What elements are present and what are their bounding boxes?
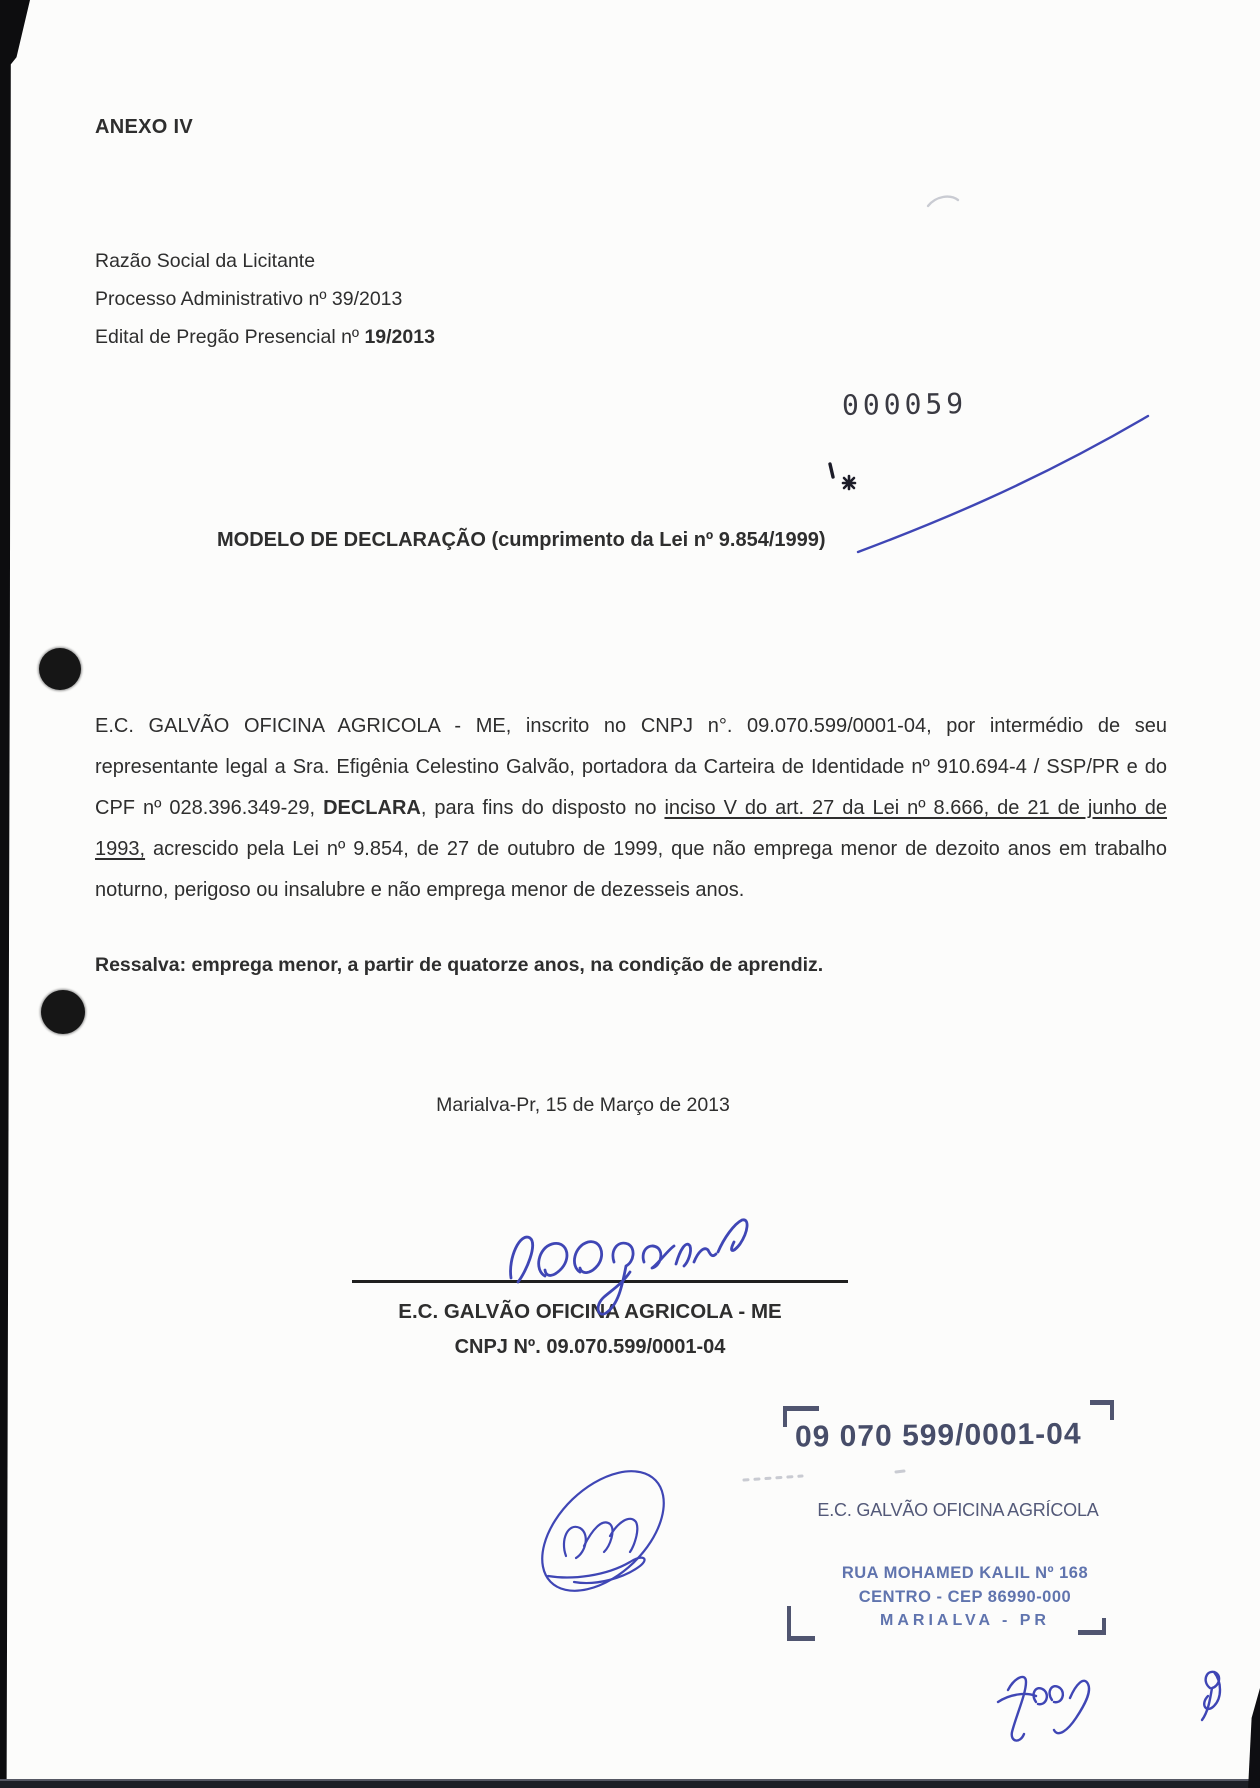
scan-bottom-right-corner (1246, 1688, 1260, 1788)
signature-block (300, 1300, 880, 1359)
signature-line (352, 1280, 848, 1283)
date-line: Marialva-Pr, 15 de Março de 2013 (436, 1094, 730, 1116)
scan-bottom-edge (0, 1779, 1260, 1788)
stamp-bracket-top-left (783, 1406, 819, 1427)
signatory-company-name: E.C. GALVÃO OFICINA AGRICOLA - ME (398, 1300, 782, 1323)
ink-flourish-line (858, 416, 1148, 552)
processo-line: Processo Administrativo nº 39/2013 (95, 288, 403, 310)
paragraph-segment: acrescido pela Lei nº 9.854, de 27 de outubro de 1999, que não emprega menor de dezoito anos em trabalho noturno, perigoso ou insalubre e não emprega menor de dezesseis anos. (95, 838, 1167, 901)
razao-social-line: Razão Social da Licitante (95, 250, 316, 272)
stamp-company-name: E.C. GALVÃO OFICINA AGRÍCOLA (817, 1500, 1099, 1520)
handwritten-mark-left (998, 1677, 1089, 1741)
ressalva-line: Ressalva: emprega menor, a partir de quatorze anos, na condição de aprendiz. (95, 953, 824, 976)
anexo-label: ANEXO IV (95, 116, 193, 138)
paragraph-segment: E.C. GALVÃO OFICINA AGRICOLA - ME, inscrito no CNPJ n°. 09.070.599/0001-04, por intermédio de seu representante legal a Sra. Efigênia Celestino Galvão, portadora da Carteira de Identidade nº 910.694-4 / SSP/PR e do CPF nº 028.396.349-29, (95, 715, 1167, 819)
stamp-address-line-1: RUA MOHAMED KALIL Nº 168 (841, 1564, 1089, 1582)
stamp-faint-marks (744, 1471, 904, 1480)
edital-number: 19/2013 (364, 326, 435, 348)
smudge-top-right (928, 197, 958, 206)
declaration-title: MODELO DE DECLARAÇÃO (cumprimento da Lei nº 9.854/1999) (217, 529, 826, 551)
folio-stamp-number: 000059 (841, 387, 968, 422)
hole-punch-bottom (41, 990, 85, 1034)
paragraph-segment: inciso V do art. 27 da Lei nº 8.666, de 21 de junho de 1993, (95, 797, 1167, 860)
ink-specks (830, 464, 855, 489)
scan-left-edge (0, 0, 30, 1788)
edital-prefix: Edital de Pregão Presencial nº (95, 326, 365, 348)
handwritten-mark-right (1202, 1672, 1220, 1720)
paragraph-segment: DECLARA (323, 797, 421, 819)
stamp-bracket-top-right (1090, 1400, 1114, 1420)
hole-punch-top (39, 648, 81, 690)
stamp-address (805, 1564, 1125, 1630)
stamp-address-line-2: CENTRO - CEP 86990-000 (858, 1588, 1072, 1606)
stamp-address-line-3: MARIALVA - PR (880, 1612, 1050, 1629)
declaration-paragraph (95, 706, 1167, 911)
signatory-cnpj: CNPJ Nº. 09.070.599/0001-04 (454, 1336, 726, 1358)
edital-line (95, 326, 435, 349)
cnpj-stamp-number: 09 070 599/0001-04 (794, 1417, 1082, 1454)
initials-circle-ink (520, 1449, 686, 1614)
paragraph-segment: , para fins do disposto no (420, 797, 665, 819)
